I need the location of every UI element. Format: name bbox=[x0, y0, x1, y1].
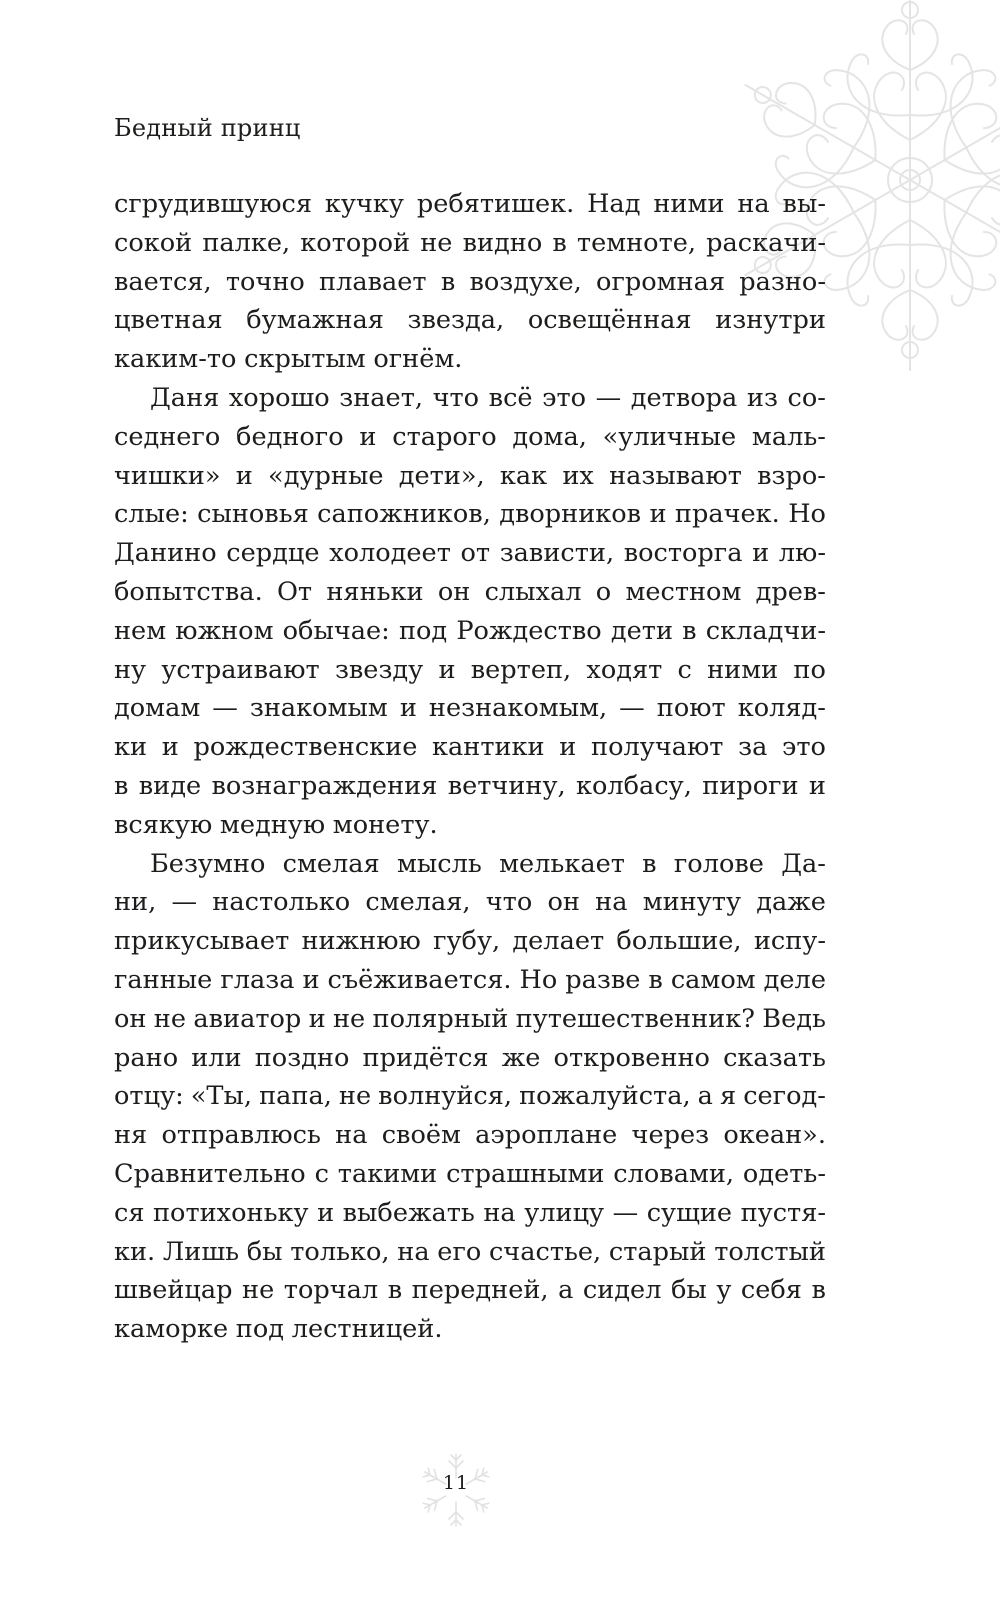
text-line: Даня хорошо знает, что всё это — детвора из со- bbox=[150, 382, 826, 413]
text-line: нем южном обычае: под Рождество дети в складчи- bbox=[114, 615, 826, 646]
text-line: в виде вознаграждения ветчину, колбасу, пироги и bbox=[114, 770, 826, 801]
text-line: цветная бумажная звезда, освещённая изнутри bbox=[114, 305, 826, 336]
text-line: слые: сыновья сапожников, дворников и прачек. Но bbox=[114, 499, 826, 530]
text-line: рано или поздно придётся же откровенно сказать bbox=[114, 1042, 826, 1073]
page-footer bbox=[416, 1450, 496, 1530]
text-line: Данино сердце холодеет от зависти, восторга и лю- bbox=[114, 538, 826, 569]
text-line: швейцар не торчал в передней, а сидел бы у себя в bbox=[114, 1275, 826, 1306]
text-line: каморке под лестницей. bbox=[114, 1314, 443, 1345]
text-line: ки и рождественские кантики и получают за это bbox=[114, 732, 826, 763]
text-line: прикусывает нижнюю губу, делает большие, испу- bbox=[114, 926, 826, 957]
text-line: сгрудившуюся кучку ребятишек. Над ними на вы- bbox=[114, 189, 826, 219]
text-line: Сравнительно с такими страшными словами, одеть- bbox=[114, 1158, 826, 1189]
text-line: ну устраивают звезду и вертеп, ходят с ними по bbox=[114, 654, 826, 685]
text-line: домам — знакомым и незнакомым, — поют коляд- bbox=[114, 693, 826, 724]
text-line: отцу: «Ты, папа, не волнуйся, пожалуйста, а я сегод- bbox=[114, 1081, 826, 1112]
text-line: ганные глаза и съёживается. Но разве в самом деле bbox=[114, 964, 826, 995]
text-line: сокой палке, которой не видно в темноте, раскачи- bbox=[114, 227, 826, 258]
text-line: ся потихоньку и выбежать на улицу — сущие пустя- bbox=[114, 1197, 826, 1228]
text-line: он не авиатор и не полярный путешественник? Ведь bbox=[114, 1003, 826, 1034]
text-line: бопытства. От няньки он слыхал о местном древ- bbox=[114, 576, 826, 607]
body-text bbox=[114, 185, 826, 1349]
text-line: всякую медную монету. bbox=[114, 809, 438, 840]
text-line: чишки» и «дурные дети», как их называют взро- bbox=[114, 460, 826, 491]
text-line: Безумно смелая мысль мелькает в голове Да- bbox=[150, 848, 826, 879]
running-head: Бедный принц bbox=[114, 114, 301, 142]
text-line: вается, точно плавает в воздухе, огромная разно- bbox=[114, 266, 826, 297]
text-line: ки. Лишь бы только, на его счастье, старый толстый bbox=[114, 1236, 826, 1267]
text-line: седнего бедного и старого дома, «уличные маль- bbox=[114, 421, 826, 452]
page-number: 11 bbox=[442, 1472, 470, 1494]
text-line: ни, — настолько смелая, что он на минуту даже bbox=[114, 887, 826, 918]
text-line: каким-то скрытым огнём. bbox=[114, 344, 463, 375]
text-line: ня отправлюсь на своём аэроплане через океан». bbox=[114, 1120, 826, 1151]
